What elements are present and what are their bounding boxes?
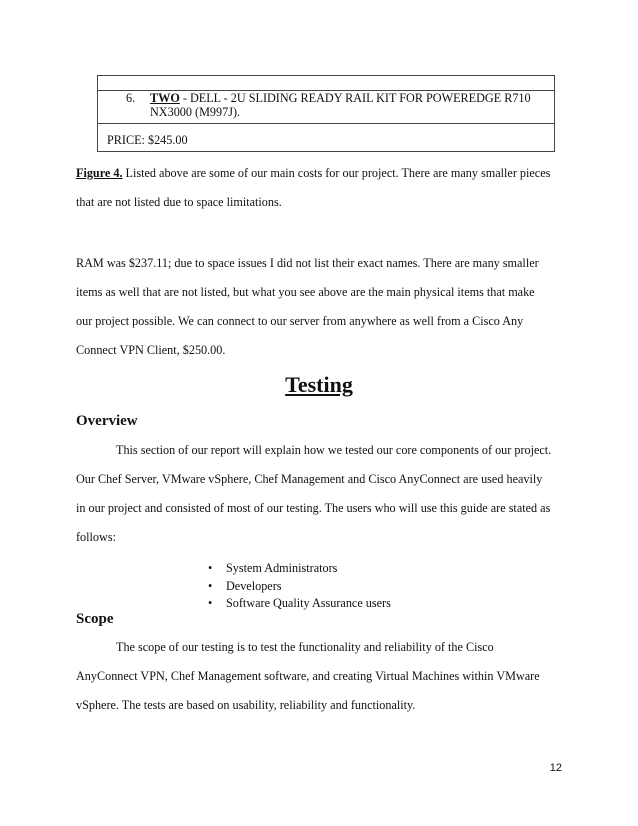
ram-paragraph-line3: our project possible. We can connect to our server from anywhere as well from a Cisco Any	[76, 314, 524, 328]
cost-table	[97, 75, 555, 152]
ram-paragraph-line2: items as well that are not listed, but what you see above are the main physical items that make	[76, 285, 535, 299]
overview-heading: Overview	[76, 413, 138, 429]
section-title: Testing	[285, 372, 353, 397]
item-line2: NX3000 (M997J).	[150, 105, 241, 119]
list-item: • Developers	[206, 578, 391, 596]
item-description	[150, 91, 550, 119]
figure-caption-line1: Listed above are some of our main costs for our project. There are many smaller pieces	[122, 166, 551, 180]
ram-paragraph-line1: RAM was $237.11; due to space issues I did not list their exact names. There are many smaller	[76, 256, 539, 270]
bullet-icon: •	[208, 561, 213, 575]
overview-line1: This section of our report will explain how we tested our core components of our project.	[116, 443, 552, 457]
page-number: 12	[549, 762, 562, 774]
scope-heading: Scope	[76, 611, 114, 627]
figure-caption	[76, 166, 550, 181]
item-number: 6.	[126, 91, 136, 105]
item-line1: - DELL - 2U SLIDING READY RAIL KIT FOR POWEREDGE R710	[179, 91, 531, 105]
list-item: • System Administrators	[206, 560, 391, 578]
table-row-divider	[98, 123, 554, 124]
scope-line2: AnyConnect VPN, Chef Management software, and creating Virtual Machines within VMware	[76, 669, 540, 683]
item-price: PRICE: $245.00	[107, 133, 188, 147]
list-item: • Software Quality Assurance users	[206, 595, 391, 613]
item-quantity: TWO	[150, 91, 180, 105]
figure-caption-line2: that are not listed due to space limitations.	[76, 195, 282, 209]
user-list	[206, 560, 391, 613]
ram-paragraph-line4: Connect VPN Client, $250.00.	[76, 343, 226, 357]
scope-line3: vSphere. The tests are based on usability, reliability and functionality.	[76, 698, 416, 712]
bullet-icon: •	[208, 596, 213, 610]
figure-label: Figure 4.	[76, 166, 123, 180]
scope-line1: The scope of our testing is to test the functionality and reliability of the Cisco	[116, 640, 494, 654]
overview-line3: in our project and consisted of most of our testing. The users who will use this guide are stated as	[76, 501, 551, 515]
overview-line4: follows:	[76, 530, 116, 544]
bullet-icon: •	[208, 578, 213, 593]
overview-line2: Our Chef Server, VMware vSphere, Chef Management and Cisco AnyConnect are used heavily	[76, 472, 543, 486]
